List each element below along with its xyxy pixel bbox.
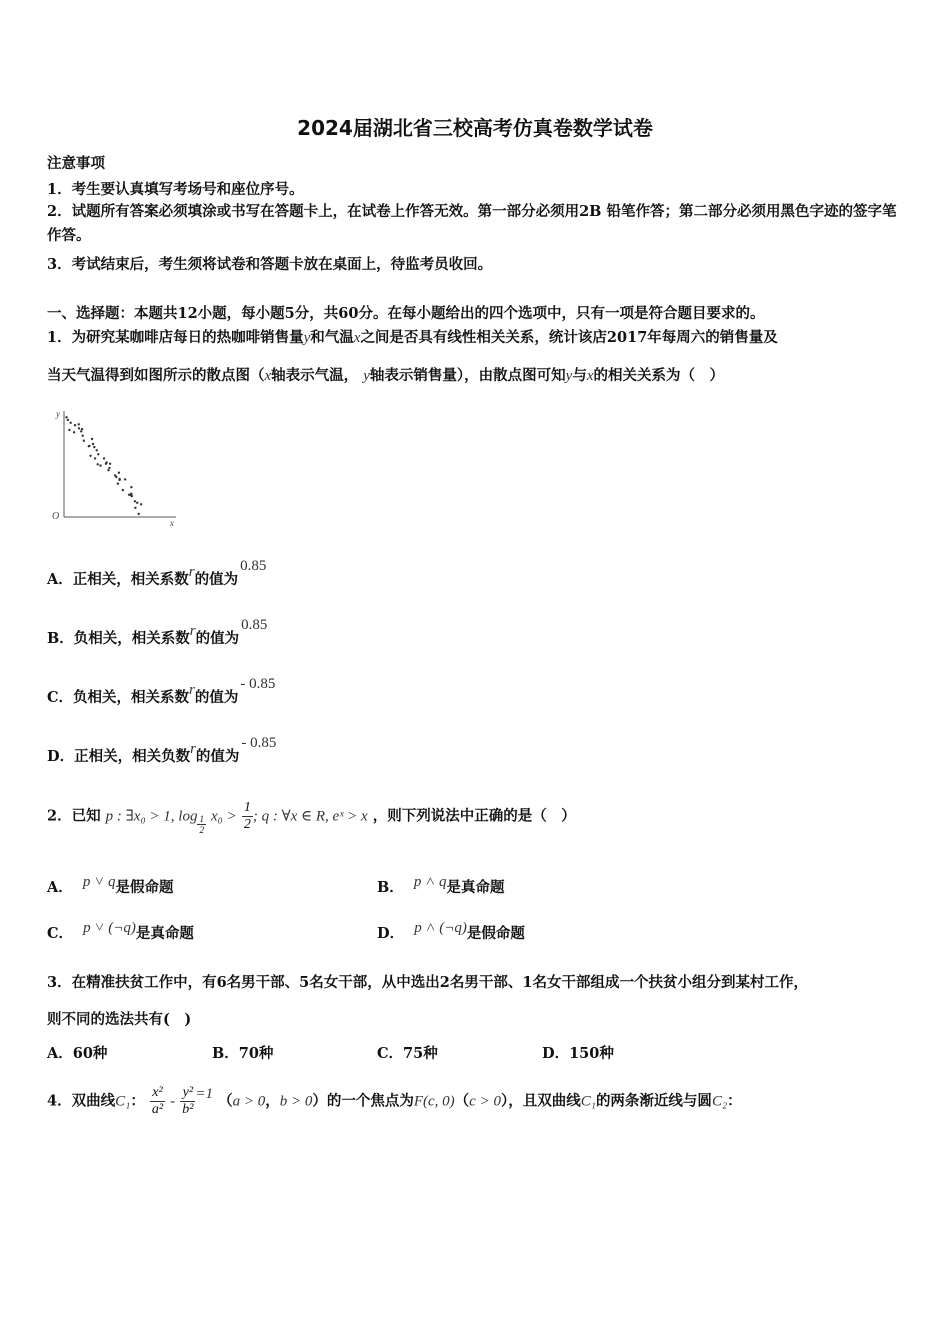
scatter-point xyxy=(118,478,120,480)
frac-num: y² xyxy=(180,1085,195,1102)
var-x: x xyxy=(586,368,594,384)
scatter-point xyxy=(117,483,119,485)
option-expr: p ˅ q xyxy=(82,874,116,890)
page-title: 2024届湖北省三校高考仿真卷数学试卷 xyxy=(297,116,653,140)
q1-text: 与 xyxy=(572,367,587,384)
q1-text: 轴表示销售量），由散点图可知 xyxy=(369,367,566,384)
q1-option-a[interactable] xyxy=(47,558,267,589)
scatter-point xyxy=(130,486,132,488)
q4-prefix: 4．双曲线 xyxy=(47,1092,116,1110)
frac-den: a² xyxy=(151,1102,164,1117)
scatter-point xyxy=(74,424,76,426)
option-label: D．正相关，相关负数 xyxy=(47,748,191,765)
q1-line2 xyxy=(47,364,724,385)
q1-text: 轴表示气温， xyxy=(271,367,359,384)
q2-formula: x₀ > xyxy=(211,808,237,825)
q4-cond: b > 0 xyxy=(279,1093,313,1110)
log-base-den: 2 xyxy=(199,824,204,835)
scatter-point xyxy=(83,440,85,442)
scatter-points xyxy=(65,416,142,515)
q1-text: 的相关关系为（ ） xyxy=(593,367,724,384)
scatter-point xyxy=(78,427,80,429)
q4-text: ， xyxy=(265,1092,280,1110)
q1-text: 当天气温得到如图所示的散点图（ xyxy=(47,367,265,384)
scatter-point xyxy=(108,467,110,469)
scatter-point xyxy=(138,513,140,515)
option-text: 的值为 xyxy=(195,748,240,765)
option-letter: D． xyxy=(377,925,405,942)
y-axis-label: y xyxy=(56,409,60,419)
scatter-point xyxy=(134,500,136,502)
q4-text: ： xyxy=(727,1092,742,1110)
q1-option-c[interactable] xyxy=(47,676,276,707)
scatter-point xyxy=(103,457,105,459)
q2-option-a[interactable] xyxy=(47,876,174,897)
log-base xyxy=(197,814,206,835)
scatter-point xyxy=(65,416,67,418)
option-label: B．负相关，相关系数 xyxy=(47,630,190,647)
scatter-point xyxy=(82,435,84,437)
q1-text: 之间是否具有线性相关关系，统计该店2017年每周六的销售量及 xyxy=(360,329,778,346)
var-c1: C₁ xyxy=(580,1093,596,1110)
scatter-point xyxy=(140,503,142,505)
option-value: - 0.85 xyxy=(240,676,276,692)
scatter-point xyxy=(124,478,126,480)
q4-text: ： xyxy=(130,1092,145,1110)
var-r: r xyxy=(190,741,196,757)
notice-heading: 注意事项 xyxy=(47,155,105,172)
notice-item: 1．考生要认真填写考场号和座位序号。 xyxy=(47,181,304,198)
option-label: C．负相关，相关系数 xyxy=(47,689,190,706)
scatter-point xyxy=(96,449,98,451)
q2-stem xyxy=(47,800,576,835)
option-text: 是假命题 xyxy=(466,925,525,942)
scatter-point xyxy=(118,472,120,474)
frac-y2-b2 xyxy=(180,1085,195,1118)
scatter-point xyxy=(89,455,91,457)
var-y: y xyxy=(363,368,370,384)
option-expr: p ˅ (¬q) xyxy=(83,920,136,936)
q3-line1: 3．在精准扶贫工作中，有6名男干部、5名女干部，从中选出2名男干部、1名女干部组成一个扶贫小组分到某村工作， xyxy=(47,974,808,991)
scatter-point xyxy=(97,453,99,455)
option-expr: p ˄ (¬q) xyxy=(414,920,467,936)
scatter-point xyxy=(131,495,133,497)
option-value: - 0.85 xyxy=(241,735,277,751)
frac-num: 1 xyxy=(243,800,251,815)
scatter-point xyxy=(130,493,132,495)
scatter-point xyxy=(81,428,83,430)
q3-line2: 则不同的选法共有( ) xyxy=(47,1011,192,1028)
q4-text: 的两条渐近线与圆 xyxy=(595,1092,712,1110)
option-letter: C． xyxy=(47,925,74,942)
scatter-point xyxy=(97,463,99,465)
q2-formula: p : ∃x₀ > 1, log xyxy=(105,808,198,825)
q2-option-b[interactable] xyxy=(377,876,505,897)
q4-stem xyxy=(47,1085,742,1118)
option-text: 的值为 xyxy=(194,571,239,588)
q4-minus: - xyxy=(170,1093,176,1110)
scatter-point xyxy=(107,469,109,471)
x-axis-label: x xyxy=(170,518,174,528)
var-y: y xyxy=(565,368,573,384)
section-heading: 一、选择题：本题共12小题，每小题5分，共60分。在每小题给出的四个选项中，只有一项是符合题目要求的。 xyxy=(47,305,765,322)
frac-num: x² xyxy=(150,1085,165,1102)
scatter-point xyxy=(94,457,96,459)
var-r: r xyxy=(188,564,195,580)
scatter-point xyxy=(73,431,75,433)
q1-option-d[interactable] xyxy=(47,735,277,766)
q4-text: ），且双曲线 xyxy=(500,1092,581,1110)
q2-suffix: ，则下列说法中正确的是（ ） xyxy=(372,807,576,825)
q1-text: 1．为研究某咖啡店每日的热咖啡销售量 xyxy=(47,329,304,346)
option-text: 是假命题 xyxy=(115,879,174,896)
option-text: 的值为 xyxy=(195,630,240,647)
origin-label: O xyxy=(52,511,60,522)
scatter-point xyxy=(136,502,138,504)
log-base-num: 1 xyxy=(199,813,204,824)
option-label: A．正相关，相关系数 xyxy=(47,571,189,588)
option-letter: B． xyxy=(377,879,404,896)
q2-option-c[interactable] xyxy=(47,922,194,943)
q4-text: （ xyxy=(454,1092,470,1110)
option-text: 的值为 xyxy=(194,689,239,706)
var-r: r xyxy=(189,623,196,639)
scatter-point xyxy=(109,463,111,465)
option-text: 是真命题 xyxy=(135,925,194,942)
half-fraction xyxy=(242,800,253,833)
var-y: y xyxy=(303,330,311,346)
scatter-point xyxy=(92,443,94,445)
q4-text: ）的一个焦点为 xyxy=(312,1092,414,1110)
scatter-point xyxy=(134,507,136,509)
var-x: x xyxy=(353,330,361,346)
q4-cond: a > 0 xyxy=(232,1093,266,1110)
q4-text: （ xyxy=(218,1092,233,1110)
scatter-point xyxy=(93,446,95,448)
q4-cond: c > 0 xyxy=(469,1093,501,1110)
scatter-point xyxy=(88,445,90,447)
q3-option-b[interactable]: B．70种 xyxy=(212,1045,274,1062)
q1-line1 xyxy=(47,326,778,347)
scatter-point xyxy=(70,422,72,424)
q2-option-d[interactable] xyxy=(377,922,525,943)
scatter-point xyxy=(91,438,93,440)
q3-option-a[interactable]: A．60种 xyxy=(47,1045,108,1062)
scatter-point xyxy=(105,463,107,465)
q4-eq: =1 xyxy=(195,1085,214,1102)
frac-den: 2 xyxy=(243,817,251,832)
option-expr: p ˄ q xyxy=(413,874,447,890)
frac-x2-a2 xyxy=(150,1085,165,1118)
q1-option-b[interactable] xyxy=(47,617,268,648)
scatter-point xyxy=(67,419,69,421)
option-letter: A． xyxy=(47,879,73,896)
scatter-plot xyxy=(44,405,184,530)
option-text: 是真命题 xyxy=(446,879,505,896)
notice-item: 3．考试结束后，考生须将试卷和答题卡放在桌面上，待监考员收回。 xyxy=(47,256,493,273)
option-value: 0.85 xyxy=(241,617,268,633)
q2-prefix: 2．已知 xyxy=(47,807,101,825)
var-c2: C₂ xyxy=(711,1093,728,1110)
q3-option-d[interactable]: D．150种 xyxy=(542,1045,614,1062)
var-x: x xyxy=(264,368,272,384)
q1-text: 和气温 xyxy=(310,329,354,346)
var-r: r xyxy=(189,682,195,698)
var-c1: C₁ xyxy=(115,1093,131,1110)
scatter-point xyxy=(68,429,70,431)
scatter-point xyxy=(122,489,124,491)
scatter-point xyxy=(80,430,82,432)
scatter-point xyxy=(115,476,117,478)
q2-formula: ; q : ∀x ∈ R, eˣ > x xyxy=(252,808,368,825)
q4-focus: F(c, 0) xyxy=(413,1093,455,1110)
q3-option-c[interactable]: C．75种 xyxy=(377,1045,438,1062)
scatter-point xyxy=(78,423,80,425)
scatter-point xyxy=(99,464,101,466)
option-value: 0.85 xyxy=(240,558,267,574)
frac-den: b² xyxy=(182,1102,194,1117)
notice-item: 2．试题所有答案必须填涂或书写在答题卡上，在试卷上作答无效。第一部分必须用2B 铅笔作答；第二部分必须用黑色字迹的签字笔作答。 xyxy=(47,203,897,244)
